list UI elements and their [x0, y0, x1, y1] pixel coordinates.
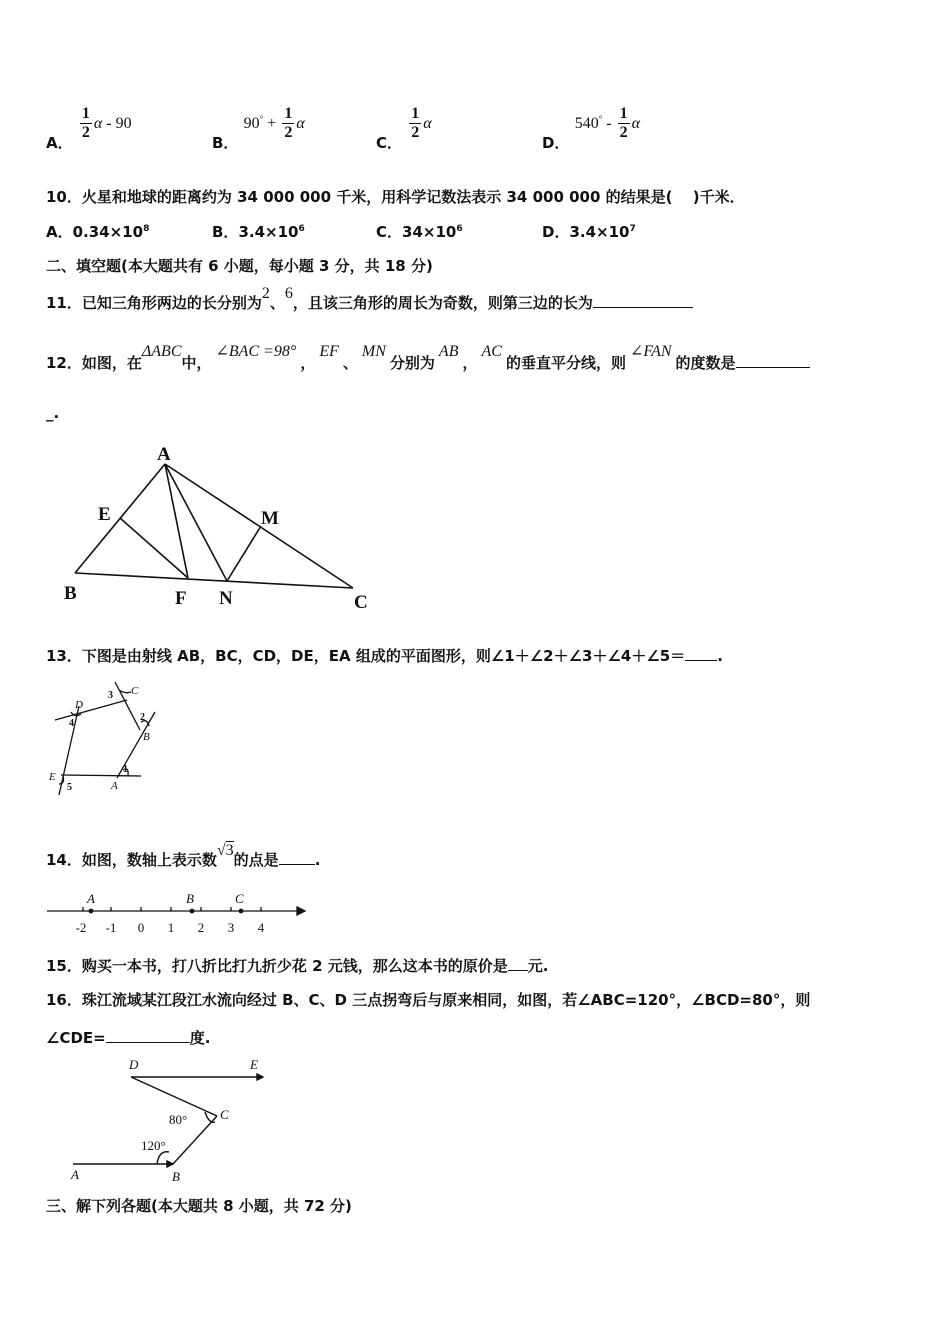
q14-text: 14．如图，数轴上表示数√3的点是 . — [46, 842, 321, 869]
fig12-seg-mn — [227, 526, 261, 581]
q12-continuation: _. — [46, 404, 60, 422]
fig16-label-a: A — [71, 1167, 79, 1182]
fig12-seg-ac — [165, 464, 353, 588]
fig12-label-m: M — [261, 508, 279, 529]
fig13-num-2: 2 — [140, 712, 145, 723]
fig13-label-e: E — [49, 771, 56, 783]
fig13-ray-ab — [61, 775, 141, 776]
q11-text: 11．已知三角形两边的长分别为2、6，且该三角形的周长为奇数，则第三边的长为 — [46, 292, 693, 313]
fig16-label-d: D — [129, 1057, 139, 1072]
point-b-label: B — [186, 891, 194, 906]
point-c — [239, 909, 244, 914]
tick-label-7: 4 — [257, 920, 265, 935]
fig16-line-dc — [131, 1077, 217, 1116]
point-b — [190, 909, 195, 914]
fig16-angle-80: 80° — [169, 1112, 188, 1127]
q9-option-c-fraction: $\frac{1}{2}$ — [411, 105, 420, 141]
tick-label-6: 3 — [227, 920, 235, 935]
fig12-label-c: C — [354, 592, 368, 613]
q9-option-b-label: B． — [212, 134, 239, 152]
point-c-label: C — [235, 891, 244, 906]
tick-label-4: 1 — [167, 920, 175, 935]
figure-q12-triangle — [55, 440, 385, 615]
fig13-label-b: B — [143, 731, 150, 743]
q10-option-a: A．$0.34\times 10^8$ — [46, 223, 150, 241]
q10-option-d: D．$3.4\times 10^7$ — [542, 223, 636, 241]
figure-q14-number-line — [45, 886, 310, 938]
fig12-label-a: A — [157, 444, 171, 465]
q16-answer-blank[interactable] — [106, 1042, 190, 1043]
fig13-num-3: 3 — [108, 690, 113, 701]
tick-label-5: 2 — [197, 920, 205, 935]
q9-option-d-label: D． — [542, 134, 570, 152]
q12-text: 12．如图，在ΔABC中，∠BAC =98°，EF、MN分别为AB，AC的垂直平分线，则∠FAN的度数是 — [46, 352, 810, 373]
fig13-label-d: D — [75, 699, 83, 711]
q15-text: 15．购买一本书，打八折比打九折少花 2 元钱，那么这本书的原价是 元. — [46, 957, 549, 975]
q9-option-d-fraction: $\frac{1}{2}$ — [619, 105, 628, 141]
fig16-label-e: E — [250, 1057, 258, 1072]
figure-q13-pentagon — [45, 680, 170, 800]
q9-option-b: B． 90° + $\frac{1}{2}$ α — [212, 105, 305, 152]
q9-option-b-fraction: $\frac{1}{2}$ — [284, 105, 293, 141]
fig12-label-e: E — [98, 504, 111, 525]
fig16-angle-120: 120° — [141, 1138, 166, 1153]
tick-label-2: -1 — [105, 920, 117, 935]
q13-text: 13．下图是由射线 AB，BC，CD，DE，EA 组成的平面图形，则∠1＋∠2＋∠3＋∠4＋∠5＝ . — [46, 647, 723, 665]
fig16-arrow-b — [167, 1161, 173, 1167]
fig13-num-4: 4 — [69, 718, 74, 729]
fig16-arrow-e — [257, 1074, 263, 1080]
section2-heading: 二、填空题(本大题共有 6 小题，每小题 3 分，共 18 分) — [46, 257, 433, 275]
q15-answer-blank[interactable] — [508, 970, 528, 971]
section3-heading: 三、解下列各题(本大题共 8 小题，共 72 分) — [46, 1197, 352, 1215]
fig13-label-c: C — [131, 685, 139, 697]
point-a-label: A — [87, 891, 95, 906]
tick-label-1: -2 — [75, 920, 87, 935]
q9-option-a-fraction: $\frac{1}{2}$ — [81, 105, 90, 141]
q10-text: 10．火星和地球的距离约为 34 000 000 千米，用科学记数法表示 34 000 000 的结果是( )千米． — [46, 188, 745, 206]
fig16-label-c: C — [220, 1107, 229, 1122]
fig16-label-b: B — [172, 1169, 180, 1184]
q10-option-c: C．$34\times 10^6$ — [376, 223, 463, 241]
fig13-num-1: 1 — [123, 764, 128, 775]
q9-option-d: D． 540° - $\frac{1}{2}$ α — [542, 105, 641, 152]
q9-option-c-label: C． — [376, 134, 403, 152]
q9-option-c: C． $\frac{1}{2}$ α — [376, 105, 432, 152]
fig12-seg-an — [165, 464, 227, 581]
fig12-label-b: B — [64, 583, 77, 604]
numberline-arrow — [297, 907, 305, 915]
q16-line2: ∠CDE= 度. — [46, 1029, 211, 1047]
tick-label-3: 0 — [137, 920, 145, 935]
q12-answer-blank[interactable] — [736, 367, 810, 368]
q9-option-a-label: A． — [46, 134, 73, 152]
q13-answer-blank[interactable] — [685, 660, 717, 661]
figure-q16-river — [65, 1052, 275, 1187]
fig13-num-5: 5 — [67, 782, 72, 793]
q10-option-b: B．$3.4\times 10^6$ — [212, 223, 305, 241]
fig12-seg-bc — [75, 573, 353, 588]
point-a — [89, 909, 94, 914]
q14-sqrt: √3 — [216, 842, 234, 859]
fig12-label-f: F — [175, 588, 187, 609]
fig13-label-a: A — [111, 780, 118, 792]
fig13-ray-de — [55, 700, 127, 720]
q9-option-a: A． $\frac{1}{2}$ α - 90 — [46, 105, 132, 152]
fig12-label-n: N — [219, 588, 233, 609]
q16-line1: 16．珠江流域某江段江水流向经过 B、C、D 三点拐弯后与原来相同，如图，若∠ABC=120°，∠BCD=80°，则 — [46, 991, 811, 1009]
q11-answer-blank[interactable] — [593, 307, 693, 308]
q14-answer-blank[interactable] — [279, 864, 315, 865]
